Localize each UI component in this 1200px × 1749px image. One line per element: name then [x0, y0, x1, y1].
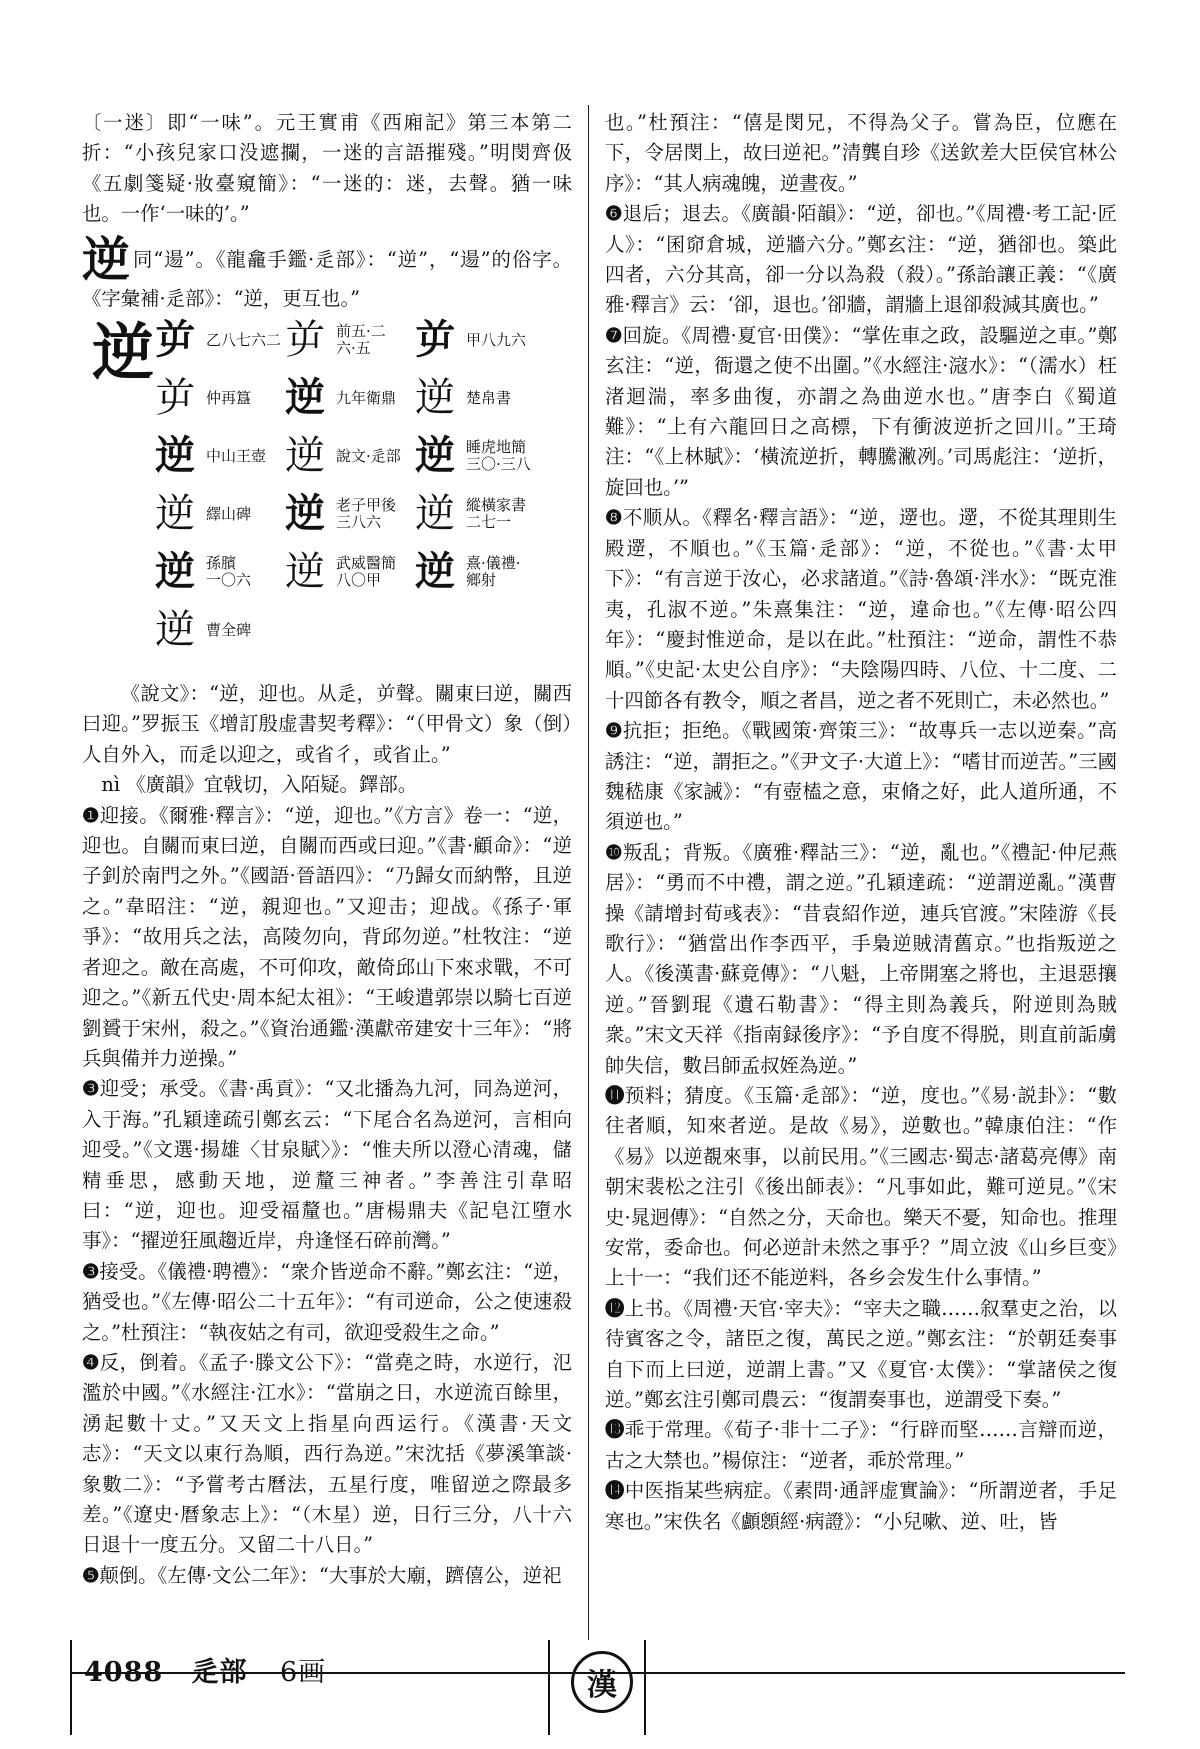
sense-text: 预料；猜度。《玉篇·辵部》：“逆，度也。”《易·説卦》：“數往者順，知來者逆。是故《易》，逆數也。”韓康伯注：“作《易》以逆覩來事，以前民用。”《三國志·蜀志·諸葛亮傳》南朝宋裴松之注引《後出師表》：“凡事如此，難可逆見。”《宋史·晁迥傳》：“自然之分，天命也。樂天不憂，知命也。推理安常，委命也。何必逆計未然之事乎？”周立波《山乡巨变》上十一：“我们还不能逆料，各乡会发生什么事情。”	[605, 1084, 1117, 1290]
ancient-form	[152, 548, 251, 596]
ancient-form-source: 武威醫簡 八〇甲	[336, 554, 397, 590]
sense-text: 不顺从。《釋名·釋言語》：“逆，遻也。遻，不從其理則生殿遻，不順也。”《玉篇·辵部》：“逆，不從也。”《書·太甲下》：“有言逆于汝心，必求諸道。”《詩·魯頌·泮水》：“既克淮夷，孔淑不逆。”朱熹集注：“逆，違命也。”《左傳·昭公四年》：“慶封惟逆命，是以在此。”杜預注：“逆命，謂性不恭順。”《史記·太史公自序》：“夫陰陽四時、八位、十二度、二十四節各有教令，順之者昌，逆之者不死則亡，未必然也。”	[605, 506, 1117, 712]
sense-paragraph	[82, 1561, 572, 1591]
ancient-form-glyph: 屰	[155, 316, 195, 364]
sense-paragraph	[605, 1415, 1117, 1476]
left-column	[82, 108, 572, 1591]
ancient-form-source: 仲再簋	[206, 388, 252, 407]
variant-definition: 同“逿”。《龍龕手鑑·辵部》：“逆”，“逿”的俗字。《字彙補·辵部》：“逆，更互也。”	[82, 247, 572, 310]
ancient-form-source: 縱橫家書 二七一	[466, 496, 527, 532]
continuation-paragraph: 也。”杜預注：“僖是閔兄，不得為父子。嘗為臣，位應在下，令居閔上，故曰逆祀。”清龔自珍《送欽差大臣侯官林公序》：“其人病魂魄，逆晝夜。”	[605, 111, 1117, 195]
sense-paragraph	[82, 801, 572, 1075]
ancient-form	[152, 606, 251, 654]
sense-number: ❸	[82, 1259, 100, 1283]
sense-number: ❸	[82, 1077, 100, 1101]
seal-icon: 漢	[571, 1651, 633, 1713]
radical-label: 辵部	[191, 1657, 248, 1688]
sense-number: ❹	[82, 1350, 100, 1374]
sense-text: 上书。《周禮·天官·宰夫》：“宰夫之職……叙羣吏之治，以待賓客之令，諸臣之復，萬民之逆。”鄭玄注：“於朝廷奏事自下而上曰逆，逆謂上書。”又《夏官·太僕》：“掌諸侯之復逆。”鄭玄注引鄭司農云：“復謂奏事也，逆謂受下奏。”	[605, 1296, 1117, 1412]
column-divider	[588, 105, 589, 1640]
sense-text: 颠倒。《左傳·文公二年》：“大事於大廟，躋僖公，逆祀	[99, 1563, 562, 1587]
variant-headword: 逆	[82, 231, 131, 288]
footer-mid-bar	[548, 1640, 550, 1735]
ancient-form-glyph: 屰	[155, 375, 195, 422]
right-senses	[605, 199, 1117, 1537]
ancient-form-source: 前五·二 六·五	[336, 322, 386, 358]
ancient-form	[152, 490, 251, 538]
ancient-form-source: 說文·辵部	[336, 446, 401, 465]
ancient-form-source: 熹·儀禮· 鄉射	[466, 554, 521, 590]
ancient-form-source: 中山王壺	[206, 446, 267, 465]
ancient-form	[282, 432, 401, 480]
sense-text: 乖于常理。《荀子·非十二子》：“行辟而堅……言辯而逆，古之大禁也。”楊倞注：“逆者，乖於常理。”	[605, 1418, 1117, 1472]
ancient-form-glyph: 屰	[285, 317, 325, 364]
sense-text: 反，倒着。《孟子·滕文公下》：“當堯之時，水逆行，氾濫於中國。”《水經注·江水》：“當崩之日，水逆流百餘里，湧起數十丈。”又天文上指星向西运行。《漢書·天文志》：“天文以東行為順，西行為逆。”宋沈括《夢溪筆談·象數二》：“予嘗考古曆法，五星行度，唯留逆之際最多差。”《遼史·曆象志上》：“（木星）逆，日行三分，八十六日退十一度五分。又留二十八日。”	[82, 1350, 572, 1557]
ancient-form-glyph: 逆	[415, 548, 455, 596]
sense-number: ❻	[605, 202, 623, 226]
stroke-count: 6画	[279, 1657, 327, 1688]
pronunciation-line: nì 《廣韻》宜戟切，入陌疑。鐸部。	[101, 773, 418, 797]
ancient-form-glyph: 逆	[155, 548, 195, 596]
ancient-form-glyph: 逆	[155, 432, 195, 480]
sense-paragraph	[605, 321, 1117, 503]
ancient-form-source: 孫臏 一〇六	[206, 554, 252, 590]
ancient-form-source: 九年衛鼎	[336, 388, 397, 407]
sense-paragraph	[82, 1348, 572, 1561]
ancient-form-glyph: 逆	[155, 491, 195, 538]
sense-paragraph	[605, 1476, 1117, 1537]
ancient-form-glyph: 逆	[285, 549, 325, 596]
footer-label	[84, 1650, 326, 1689]
ancient-form-glyph: 屰	[415, 316, 455, 364]
ancient-form-glyph: 逆	[285, 433, 325, 480]
sense-text: 退后；退去。《廣韻·陌韻》：“逆，卻也。”《周禮·考工記·匠人》：“囷窌倉城，逆牆六分。”鄭玄注：“逆，猶卻也。築此四者，六分其高，卻一分以為殺（殺）。”孫詒讓正義：“《廣雅·釋言》云：‘卻，退也。’卻牆，謂牆上退卻殺減其廣也。”	[605, 202, 1117, 317]
ancient-form	[412, 374, 511, 422]
sense-paragraph	[605, 1081, 1117, 1294]
ancient-form-source: 楚帛書	[466, 388, 512, 407]
ancient-form-source: 甲八九六	[466, 330, 527, 349]
right-column	[605, 108, 1117, 1537]
footer-mid-bar-2	[644, 1640, 646, 1735]
left-senses	[82, 801, 572, 1592]
ancient-form	[412, 316, 526, 364]
sense-number: ❺	[82, 1563, 100, 1587]
sense-text: 迎受；承受。《書·禹貢》：“又北播為九河，同為逆河，入于海。”孔穎達疏引鄭玄云：“下尾合名為逆河，言相向迎受。”《文選·揚雄〈甘泉賦〉》：“惟夫所以澄心清魂，儲精垂思，感動天地，逆釐三神者。”李善注引韋昭曰：“逆，迎也。迎受福釐也。”唐楊鼎夫《記皂江墮水事》：“擢逆狂風趨近岸，舟逢怪石碎前灣。”	[82, 1077, 572, 1253]
ancient-form-glyph: 逆	[285, 490, 325, 538]
sense-number: ❼	[605, 323, 623, 347]
ancient-form	[282, 316, 386, 364]
ancient-form-glyph: 逆	[415, 375, 455, 422]
ancient-form	[282, 490, 396, 538]
ancient-form	[412, 432, 531, 480]
sense-paragraph	[605, 838, 1117, 1081]
sense-number: ❶	[82, 803, 100, 827]
sense-text: 接受。《儀禮·聘禮》：“衆介皆逆命不辭。”鄭玄注：“逆，猶受也。”《左傳·昭公二十五年》：“有司逆命，公之使速殺之。”杜預注：“執夜姑之有司，欲迎受殺生之命。”	[82, 1259, 572, 1344]
sense-number: ❾	[605, 719, 623, 743]
ancient-form-source: 老子甲後 三八六	[336, 496, 397, 532]
ancient-form	[412, 490, 526, 538]
sense-paragraph	[82, 1257, 572, 1348]
shuowen-paragraph: 《說文》：“逆，迎也。从辵，屰聲。關東曰逆，關西曰迎。”罗振玉《增訂殷虚書契考釋》：“（甲骨文）象（倒）人自外入，而辵以迎之，或省彳，或省止。”	[82, 682, 572, 766]
ancient-form	[152, 374, 251, 422]
sense-paragraph	[605, 1294, 1117, 1416]
sense-number: ❿	[605, 840, 623, 864]
ancient-form	[412, 548, 521, 596]
ancient-form-glyph: 逆	[415, 432, 455, 480]
ancient-form-source: 繹山碑	[206, 504, 252, 523]
sense-number: ⓮	[605, 1479, 625, 1503]
ancient-form-glyph: 逆	[415, 491, 455, 538]
page-number: 4088	[84, 1657, 164, 1688]
ancient-forms-table	[82, 314, 572, 679]
ancient-form	[282, 548, 396, 596]
ancient-form-glyph: 逆	[155, 607, 195, 654]
sense-text: 抗拒；拒绝。《戰國策·齊策三》：“故專兵一志以逆秦。”高誘注：“逆，謂拒之。”《尹文子·大道上》：“嗜甘而逆苦。”三國魏嵇康《家誡》：“有壺榼之意，束脩之好，此人道所通，不須逆也。”	[605, 719, 1118, 834]
sense-number: ⓫	[605, 1084, 625, 1107]
sense-paragraph	[605, 716, 1117, 838]
variant-entry	[82, 231, 572, 314]
ancient-form	[152, 316, 281, 364]
ancient-form-source: 乙八七六二	[206, 330, 282, 349]
sense-paragraph	[605, 503, 1117, 716]
ancient-form-source: 曹全碑	[206, 620, 252, 639]
sense-number: ⓭	[605, 1418, 625, 1442]
sense-text: 中医指某些病症。《素問·通評虚實論》：“所謂逆者，手足寒也。”宋佚名《顱顖經·病證》：“小兒嗽、逆、吐，皆	[605, 1479, 1117, 1533]
ancient-form	[282, 374, 396, 422]
sense-text: 迎接。《爾雅·釋言》：“逆，迎也。”《方言》卷一：“逆，迎也。自關而東曰逆，自關而西或曰迎。”《書·顧命》：“逆子釗於南門之外。”《國語·晉語四》：“乃歸女而納幣，且逆之。”韋昭注：“逆，親迎也。”又迎击；迎战。《孫子·軍爭》：“故用兵之法，高陵勿向，背邱勿逆。”杜牧注：“逆者迎之。敵在高處，不可仰攻，敵倚邱山下來求戰，不可迎之。”《新五代史·周本紀太祖》：“王峻遣郭崇以騎七百逆劉贇于宋州，殺之。”《資治通鑑·漢獻帝建安十三年》：“將兵與備并力逆操。”	[82, 803, 572, 1070]
sense-text: 回旋。《周禮·夏官·田僕》：“掌佐車之政，設驅逆之車。”鄭玄注：“逆，衙還之使不出圍。”《水經注·滱水》：“（濡水）枉渚迴湍，率多曲復，亦謂之為曲逆水也。”唐李白《蜀道難》：“上有六龍回日之高標，下有衝波逆折之回川。”王琦注：“《上林賦》：‘橫流逆折，轉騰潎冽。’司馬彪注：‘逆折，旋回也。’”	[605, 323, 1117, 499]
sense-paragraph	[82, 1074, 572, 1256]
main-headword: 逆	[92, 316, 155, 390]
sense-paragraph	[605, 199, 1117, 321]
intro-paragraph: 〔一迷〕即“一味”。元王實甫《西廂記》第三本第二折：“小孩兒家口没遮攔，一迷的言語摧殘。”明閔齊伋《五劇箋疑·妝臺窺簡》：“一迷的：迷，去聲。猶一味也。一作‘一味的’。”	[82, 111, 572, 226]
sense-number: ⓬	[605, 1296, 625, 1320]
sense-text: 叛乱；背叛。《廣雅·釋詁三》：“逆，亂也。”《禮記·仲尼燕居》：“勇而不中禮，謂之逆。”孔穎達疏：“逆謂逆亂。”漢曹操《請增封荀彧表》：“昔袁紹作逆，連兵官渡。”宋陸游《長歌行》：“猶當出作李西平，手梟逆賊清舊京。”也指叛逆之人。《後漢書·蘇竟傳》：“八魁，上帝開塞之將也，主退惡攘逆。”晉劉琨《遺石勒書》：“得主則為義兵，附逆則為賊衆。”宋文天祥《指南録後序》：“予自度不得脱，則直前詬虜帥失信，數吕師孟叔姪為逆。”	[605, 840, 1117, 1077]
sense-number: ❽	[605, 506, 623, 530]
ancient-form-glyph: 逆	[285, 374, 325, 422]
ancient-form-source: 睡虎地簡 三〇·三八	[466, 438, 531, 474]
footer-left-bar	[70, 1640, 72, 1735]
ancient-form	[152, 432, 266, 480]
